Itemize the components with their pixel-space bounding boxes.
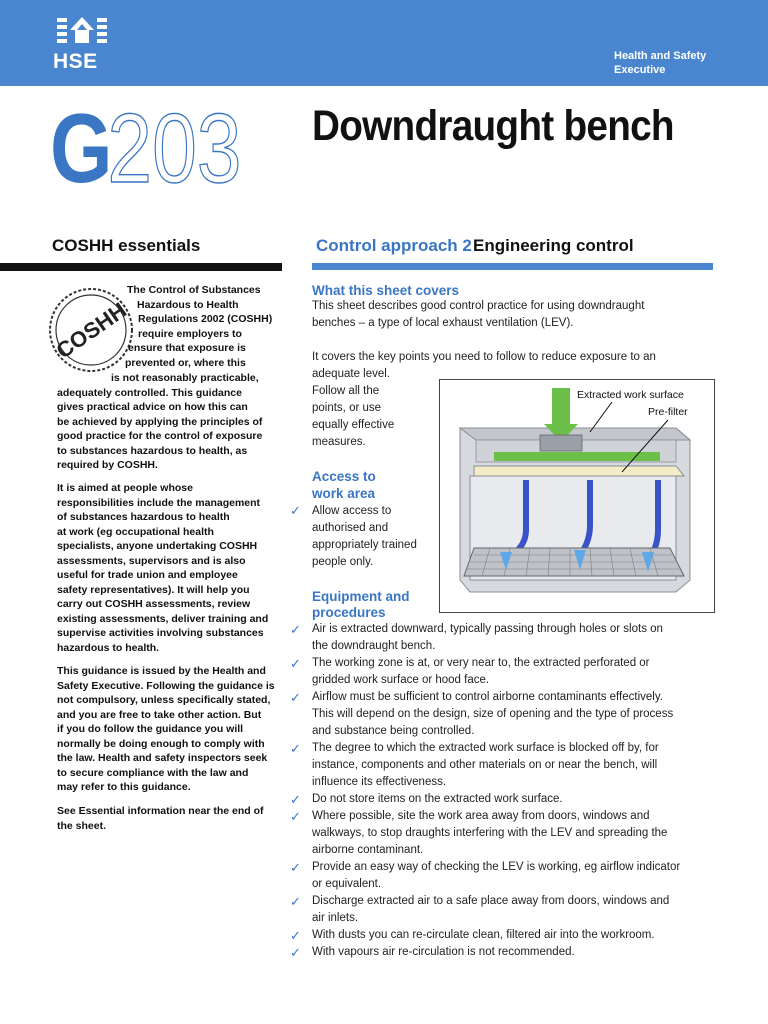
document-code (50, 104, 280, 190)
list-item-line: Airflow must be sufficient to control airborne contaminants effectively. (312, 691, 663, 703)
list-item-line: Do not store items on the extracted work surface. (312, 793, 563, 805)
intro-line: may refer to this guidance. (57, 781, 191, 793)
access-line: Allow access to (312, 505, 392, 517)
covers-line: This sheet describes good control practice for using downdraught (312, 300, 645, 312)
approach-label: Control approach 2 (316, 236, 472, 255)
list-item-line: With dusts you can re-circulate clean, filtered air into the workroom. (312, 929, 655, 941)
intro-line: to secure compliance with the law and (57, 767, 249, 779)
covers-line: measures. (312, 436, 366, 448)
intro-line: require employers to (138, 328, 242, 340)
access-line: appropriately trained (312, 539, 417, 551)
list-item-line: or equivalent. (312, 878, 382, 890)
downdraught-bench-diagram (439, 379, 715, 613)
intro-line: to substances hazardous to health, as (57, 445, 248, 457)
covers-line: Follow all the (312, 385, 380, 397)
intro-line: good practice for the control of exposure (57, 430, 263, 442)
check-icon: ✓ (290, 809, 301, 824)
check-icon: ✓ (290, 792, 301, 807)
list-item-line: influence its effectiveness. (312, 776, 447, 788)
label-extracted-work-surface: Extracted work surface (577, 389, 684, 401)
check-icon: ✓ (290, 945, 301, 960)
intro-line: normally be doing enough to comply with (57, 738, 265, 750)
intro-line: required by COSHH. (57, 459, 158, 471)
intro-line: prevented or, where this (125, 357, 246, 369)
right-divider (312, 263, 713, 270)
intro-line: not compulsory, unless specifically stated, (57, 694, 271, 706)
org-name-line1: Health and Safety (614, 50, 707, 62)
covers-line: adequate level. (312, 368, 391, 380)
coshh-stamp-icon (45, 284, 137, 376)
intro-line: It is aimed at people whose (57, 482, 193, 494)
bench-illustration (440, 380, 714, 612)
intro-line: responsibilities include the management (57, 497, 261, 509)
intro-line: The Control of Substances (127, 284, 261, 296)
hse-emblem-icon (53, 16, 113, 52)
intro-line: the sheet. (57, 820, 107, 832)
org-name (614, 49, 734, 77)
intro-line: adequately controlled. This guidance (57, 387, 242, 399)
list-item-line: This will depend on the design, size of opening and the type of process (312, 708, 674, 720)
list-item-line: The degree to which the extracted work surface is blocked off by, for (312, 742, 659, 754)
approach-type: Engineering control (473, 236, 634, 255)
org-name-line2: Executive (614, 64, 666, 76)
covers-line: benches – a type of local exhaust ventilation (LEV). (312, 317, 574, 329)
intro-line: carry out COSHH assessments, review (57, 598, 251, 610)
access-line: authorised and (312, 522, 389, 534)
intro-line: is not reasonably practicable, (111, 372, 259, 384)
section-heading-access-2: work area (312, 486, 376, 501)
intro-line: assessments, supervisors and is also (57, 555, 246, 567)
list-item-line: Air is extracted downward, typically passing through holes or slots on (312, 623, 663, 635)
intro-line: Safety Executive. Following the guidance is (57, 680, 275, 692)
access-line: people only. (312, 556, 374, 568)
check-icon: ✓ (290, 503, 301, 518)
stamp-text: COSHH (51, 297, 131, 364)
list-item-line: and substance being controlled. (312, 725, 475, 737)
list-item-line: Where possible, site the work area away from doors, windows and (312, 810, 650, 822)
intro-line: ensure that exposure is (128, 342, 246, 354)
list-item-line: instance, components and other materials on or near the bench, will (312, 759, 658, 771)
intro-line: and you are free to take other action. But (57, 709, 262, 721)
intro-line: See Essential information near the end of (57, 805, 264, 817)
list-item-line: airborne contaminant. (312, 844, 424, 856)
check-icon: ✓ (290, 894, 301, 909)
intro-line: existing assessments, deliver training and (57, 613, 269, 625)
intro-line: be achieved by applying the principles of (57, 416, 263, 428)
check-icon: ✓ (290, 860, 301, 875)
check-icon: ✓ (290, 622, 301, 637)
code-number: 203 (107, 104, 242, 190)
check-icon: ✓ (290, 741, 301, 756)
intro-line: safety representatives). It will help you (57, 584, 250, 596)
section-heading-access: Access to (312, 469, 376, 484)
section-heading-equipment: Equipment and (312, 589, 410, 604)
check-icon: ✓ (290, 656, 301, 671)
intro-line: hazardous to health. (57, 642, 160, 654)
list-item-line: gridded work surface or hood face. (312, 674, 490, 686)
series-label: COSHH essentials (52, 236, 201, 255)
covers-line: It covers the key points you need to follow to reduce exposure to an (312, 351, 656, 363)
intro-line: supervise activities involving substances (57, 627, 264, 639)
check-icon: ✓ (290, 928, 301, 943)
covers-line: equally effective (312, 419, 395, 431)
list-item-line: With vapours air re-circulation is not recommended. (312, 946, 575, 958)
intro-line: specialists, anyone undertaking COSHH (57, 540, 258, 552)
list-item-line: air inlets. (312, 912, 359, 924)
left-divider (0, 263, 282, 271)
intro-line: This guidance is issued by the Health and (57, 665, 266, 677)
intro-line: of substances hazardous to health (57, 511, 230, 523)
label-pre-filter: Pre-filter (648, 406, 688, 418)
code-letter: G (50, 104, 113, 190)
intro-line: the law. Health and safety inspectors seek (57, 752, 268, 764)
intro-line: Regulations 2002 (COSHH) (138, 313, 273, 325)
section-heading-covers: What this sheet covers (312, 283, 460, 298)
list-item-line: Discharge extracted air to a safe place away from doors, windows and (312, 895, 670, 907)
intro-line: at work (eg occupational health (57, 526, 214, 538)
intro-line: gives practical advice on how this can (57, 401, 248, 413)
section-heading-equipment-2: procedures (312, 605, 386, 620)
intro-line: Hazardous to Health (137, 299, 239, 311)
covers-line: points, or use (312, 402, 382, 414)
logo-text: HSE (53, 50, 98, 73)
intro-line: useful for trade union and employee (57, 569, 238, 581)
list-item-line: walkways, to stop draughts interfering with the LEV and spreading the (312, 827, 668, 839)
list-item-line: Provide an easy way of checking the LEV is working, eg airflow indicator (312, 861, 681, 873)
page-title: Downdraught bench (312, 102, 674, 150)
check-icon: ✓ (290, 690, 301, 705)
list-item-line: The working zone is at, or very near to, the extracted perforated or (312, 657, 650, 669)
intro-line: if you do follow the guidance you will (57, 723, 244, 735)
list-item-line: the downdraught bench. (312, 640, 436, 652)
